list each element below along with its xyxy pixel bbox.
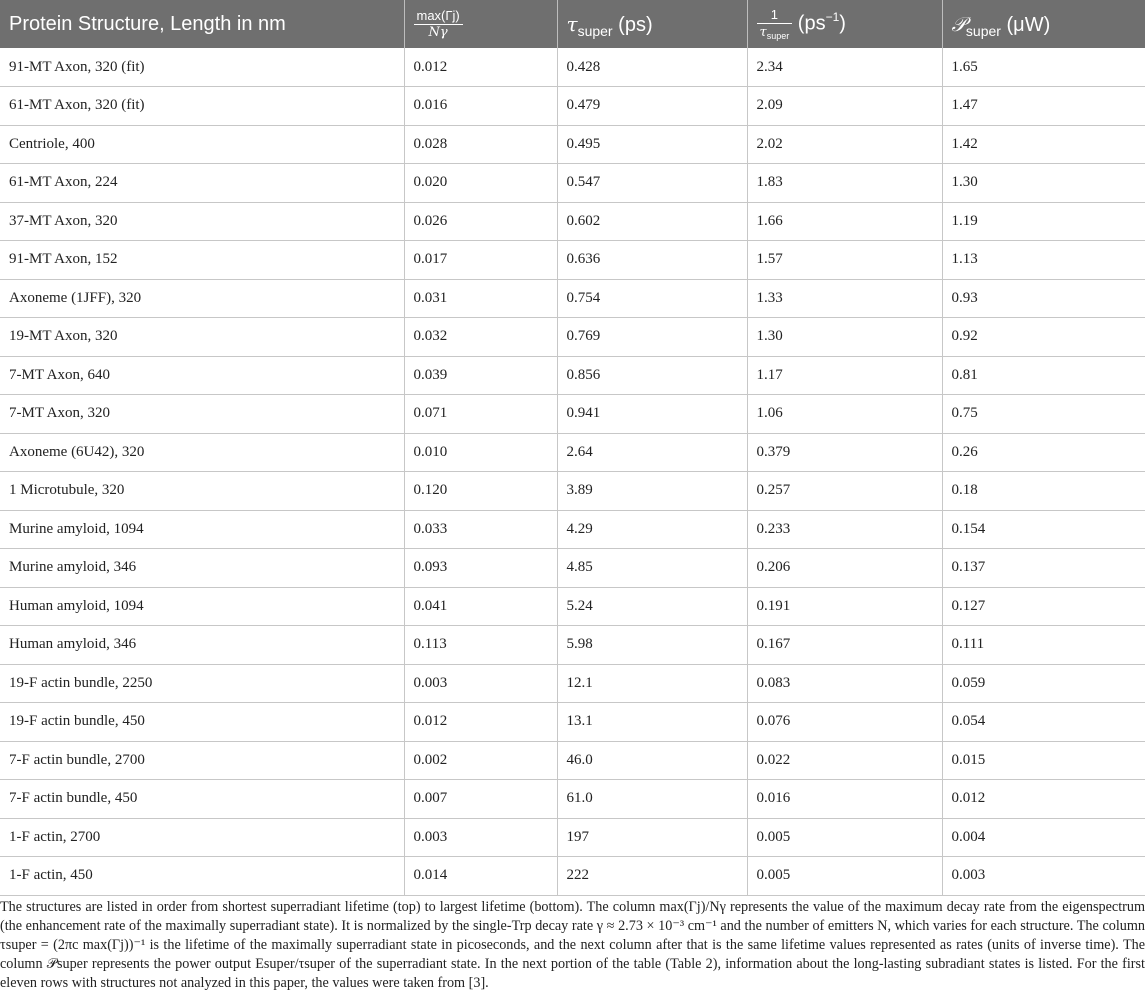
power-subscript: super [965, 22, 1001, 39]
max-rate-denominator: Nγ [428, 24, 448, 40]
cell-max-rate: 0.007 [404, 780, 557, 819]
cell-tau: 222 [557, 857, 747, 896]
cell-structure: 1 Microtubule, 320 [9, 482, 125, 499]
cell-structure: Centriole, 400 [9, 135, 95, 152]
header-inverse-tau [747, 0, 942, 48]
cell-power: 0.012 [942, 780, 1145, 819]
cell-inv-tau: 1.17 [747, 356, 942, 395]
power-unit: (μW) [1006, 13, 1051, 36]
table-row [0, 857, 1145, 896]
cell-max-rate: 0.010 [404, 433, 557, 472]
inverse-tau-unit-sup: −1 [825, 10, 840, 25]
table-row [0, 202, 1145, 241]
inverse-tau-fraction [757, 8, 793, 40]
cell-max-rate: 0.028 [404, 125, 557, 164]
table-row [0, 125, 1145, 164]
table-row [0, 703, 1145, 742]
cell-structure: 91-MT Axon, 152 [9, 251, 118, 268]
cell-inv-tau: 0.233 [747, 510, 942, 549]
table-row [0, 87, 1145, 126]
cell-structure: Human amyloid, 346 [9, 636, 137, 653]
cell-max-rate: 0.012 [404, 48, 557, 87]
cell-power: 1.19 [942, 202, 1145, 241]
cell-tau: 2.64 [557, 433, 747, 472]
cell-power: 0.75 [942, 395, 1145, 434]
cell-structure: Human amyloid, 1094 [9, 597, 144, 614]
table-caption: The structures are listed in order from shortest superradiant lifetime (top) to largest lifetime (bottom). The column max(Γj)/Nγ represents the value of the maximum decay rate from the eigenspectrum (the enhancement rate of the maximally superradiant state). It is normalized by the single-Trp decay rate γ ≈ 2.73 × 10⁻³ cm⁻¹ and the number of emitters N, which varies for each structure. The column τsuper = (2πc max(Γj))⁻¹ is the lifetime of the maximally superradiant state in picoseconds, and the next column after that is the same lifetime values represented as rates (units of inverse time). The column 𝒫super represents the power output Esuper/τsuper of the superradiant state. In the next portion of the table (Table 2), information about the long-lasting subradiant states is listed. For the first eleven rows with structures not analyzed in this paper, the values were taken from [3]. [0, 898, 1145, 992]
cell-tau: 0.754 [557, 279, 747, 318]
cell-tau: 0.636 [557, 241, 747, 280]
cell-max-rate: 0.003 [404, 818, 557, 857]
cell-inv-tau: 1.83 [747, 164, 942, 203]
cell-tau: 61.0 [557, 780, 747, 819]
cell-structure: 1-F actin, 2700 [9, 828, 101, 845]
cell-structure: 7-F actin bundle, 2700 [9, 751, 145, 768]
cell-structure: Murine amyloid, 346 [9, 559, 137, 576]
cell-structure: 7-F actin bundle, 450 [9, 790, 138, 807]
cell-structure: 91-MT Axon, 320 (fit) [9, 58, 145, 75]
cell-tau: 46.0 [557, 741, 747, 780]
inverse-tau-denominator [757, 24, 793, 40]
table-row [0, 241, 1145, 280]
header-tau-super [557, 0, 747, 48]
cell-max-rate: 0.120 [404, 472, 557, 511]
cell-max-rate: 0.003 [404, 664, 557, 703]
cell-power: 0.93 [942, 279, 1145, 318]
cell-max-rate: 0.020 [404, 164, 557, 203]
table-row [0, 472, 1145, 511]
cell-power: 0.111 [942, 626, 1145, 665]
cell-max-rate: 0.002 [404, 741, 557, 780]
cell-inv-tau: 2.09 [747, 87, 942, 126]
power-symbol: 𝒫 [951, 11, 966, 36]
cell-power: 0.127 [942, 587, 1145, 626]
cell-max-rate: 0.032 [404, 318, 557, 357]
header-structure [0, 0, 404, 48]
cell-inv-tau: 1.66 [747, 202, 942, 241]
cell-max-rate: 0.113 [404, 626, 557, 665]
cell-inv-tau: 2.02 [747, 125, 942, 164]
cell-tau: 4.29 [557, 510, 747, 549]
cell-inv-tau: 0.005 [747, 818, 942, 857]
cell-max-rate: 0.041 [404, 587, 557, 626]
cell-power: 0.92 [942, 318, 1145, 357]
table-row [0, 318, 1145, 357]
cell-structure: 1-F actin, 450 [9, 867, 93, 884]
cell-inv-tau: 0.257 [747, 472, 942, 511]
cell-structure: 19-F actin bundle, 450 [9, 713, 145, 730]
table-row [0, 741, 1145, 780]
cell-power: 1.65 [942, 48, 1145, 87]
cell-power: 0.18 [942, 472, 1145, 511]
cell-max-rate: 0.017 [404, 241, 557, 280]
table-body [0, 48, 1145, 895]
cell-tau: 0.428 [557, 48, 747, 87]
inverse-tau-den-symbol: τ [759, 25, 767, 40]
cell-tau: 0.856 [557, 356, 747, 395]
cell-tau: 0.769 [557, 318, 747, 357]
table-row [0, 356, 1145, 395]
table-row [0, 279, 1145, 318]
cell-power: 0.004 [942, 818, 1145, 857]
cell-tau: 0.495 [557, 125, 747, 164]
cell-power: 0.154 [942, 510, 1145, 549]
cell-inv-tau: 1.30 [747, 318, 942, 357]
cell-tau: 4.85 [557, 549, 747, 588]
table-row [0, 664, 1145, 703]
cell-tau: 197 [557, 818, 747, 857]
cell-structure: 19-MT Axon, 320 [9, 328, 118, 345]
cell-power: 0.003 [942, 857, 1145, 896]
cell-inv-tau: 0.167 [747, 626, 942, 665]
cell-max-rate: 0.016 [404, 87, 557, 126]
cell-inv-tau: 0.379 [747, 433, 942, 472]
cell-structure: 37-MT Axon, 320 [9, 212, 118, 229]
cell-structure: 19-F actin bundle, 2250 [9, 674, 153, 691]
cell-inv-tau: 1.57 [747, 241, 942, 280]
cell-inv-tau: 0.076 [747, 703, 942, 742]
cell-power: 0.26 [942, 433, 1145, 472]
table-row [0, 780, 1145, 819]
cell-tau: 0.479 [557, 87, 747, 126]
table-header-row [0, 0, 1145, 48]
cell-structure: 7-MT Axon, 320 [9, 405, 110, 422]
cell-inv-tau: 0.206 [747, 549, 942, 588]
cell-power: 0.137 [942, 549, 1145, 588]
table-row [0, 587, 1145, 626]
table-row [0, 626, 1145, 665]
cell-inv-tau: 0.191 [747, 587, 942, 626]
cell-inv-tau: 2.34 [747, 48, 942, 87]
cell-tau: 12.1 [557, 664, 747, 703]
cell-tau: 3.89 [557, 472, 747, 511]
cell-max-rate: 0.071 [404, 395, 557, 434]
header-power-super [942, 0, 1145, 48]
cell-structure: 61-MT Axon, 224 [9, 174, 118, 191]
inverse-tau-den-subscript: super [766, 31, 790, 41]
cell-max-rate: 0.093 [404, 549, 557, 588]
cell-tau: 0.941 [557, 395, 747, 434]
cell-inv-tau: 0.005 [747, 857, 942, 896]
cell-max-rate: 0.033 [404, 510, 557, 549]
inverse-tau-numerator: 1 [757, 8, 793, 24]
cell-max-rate: 0.014 [404, 857, 557, 896]
table-row [0, 549, 1145, 588]
cell-max-rate: 0.012 [404, 703, 557, 742]
cell-tau: 13.1 [557, 703, 747, 742]
cell-inv-tau: 1.06 [747, 395, 942, 434]
cell-power: 1.30 [942, 164, 1145, 203]
cell-tau: 5.98 [557, 626, 747, 665]
cell-power: 0.054 [942, 703, 1145, 742]
inverse-tau-unit: (ps [797, 12, 826, 35]
cell-inv-tau: 1.33 [747, 279, 942, 318]
table-row [0, 395, 1145, 434]
cell-structure: Murine amyloid, 1094 [9, 520, 144, 537]
tau-subscript: super [577, 22, 613, 39]
cell-inv-tau: 0.083 [747, 664, 942, 703]
cell-tau: 0.547 [557, 164, 747, 203]
table-row [0, 818, 1145, 857]
table-row [0, 433, 1145, 472]
inverse-tau-unit-close: ) [839, 12, 846, 35]
tau-symbol: τ [566, 11, 578, 36]
cell-max-rate: 0.031 [404, 279, 557, 318]
table-row [0, 510, 1145, 549]
table-row [0, 164, 1145, 203]
max-rate-numerator: max(Γj) [414, 9, 463, 25]
cell-power: 1.47 [942, 87, 1145, 126]
cell-structure: Axoneme (6U42), 320 [9, 443, 145, 460]
cell-tau: 0.602 [557, 202, 747, 241]
cell-power: 1.13 [942, 241, 1145, 280]
cell-inv-tau: 0.022 [747, 741, 942, 780]
table-row [0, 48, 1145, 87]
header-structure-label: Protein Structure, Length in nm [9, 12, 286, 35]
cell-max-rate: 0.039 [404, 356, 557, 395]
cell-structure: Axoneme (1JFF), 320 [9, 289, 142, 306]
cell-power: 0.059 [942, 664, 1145, 703]
cell-power: 0.015 [942, 741, 1145, 780]
header-max-rate [404, 0, 557, 48]
cell-structure: 61-MT Axon, 320 (fit) [9, 97, 145, 114]
max-rate-fraction [414, 9, 463, 40]
cell-structure: 7-MT Axon, 640 [9, 366, 110, 383]
tau-unit: (ps) [618, 13, 653, 36]
cell-inv-tau: 0.016 [747, 780, 942, 819]
cell-tau: 5.24 [557, 587, 747, 626]
cell-power: 1.42 [942, 125, 1145, 164]
cell-power: 0.81 [942, 356, 1145, 395]
cell-max-rate: 0.026 [404, 202, 557, 241]
